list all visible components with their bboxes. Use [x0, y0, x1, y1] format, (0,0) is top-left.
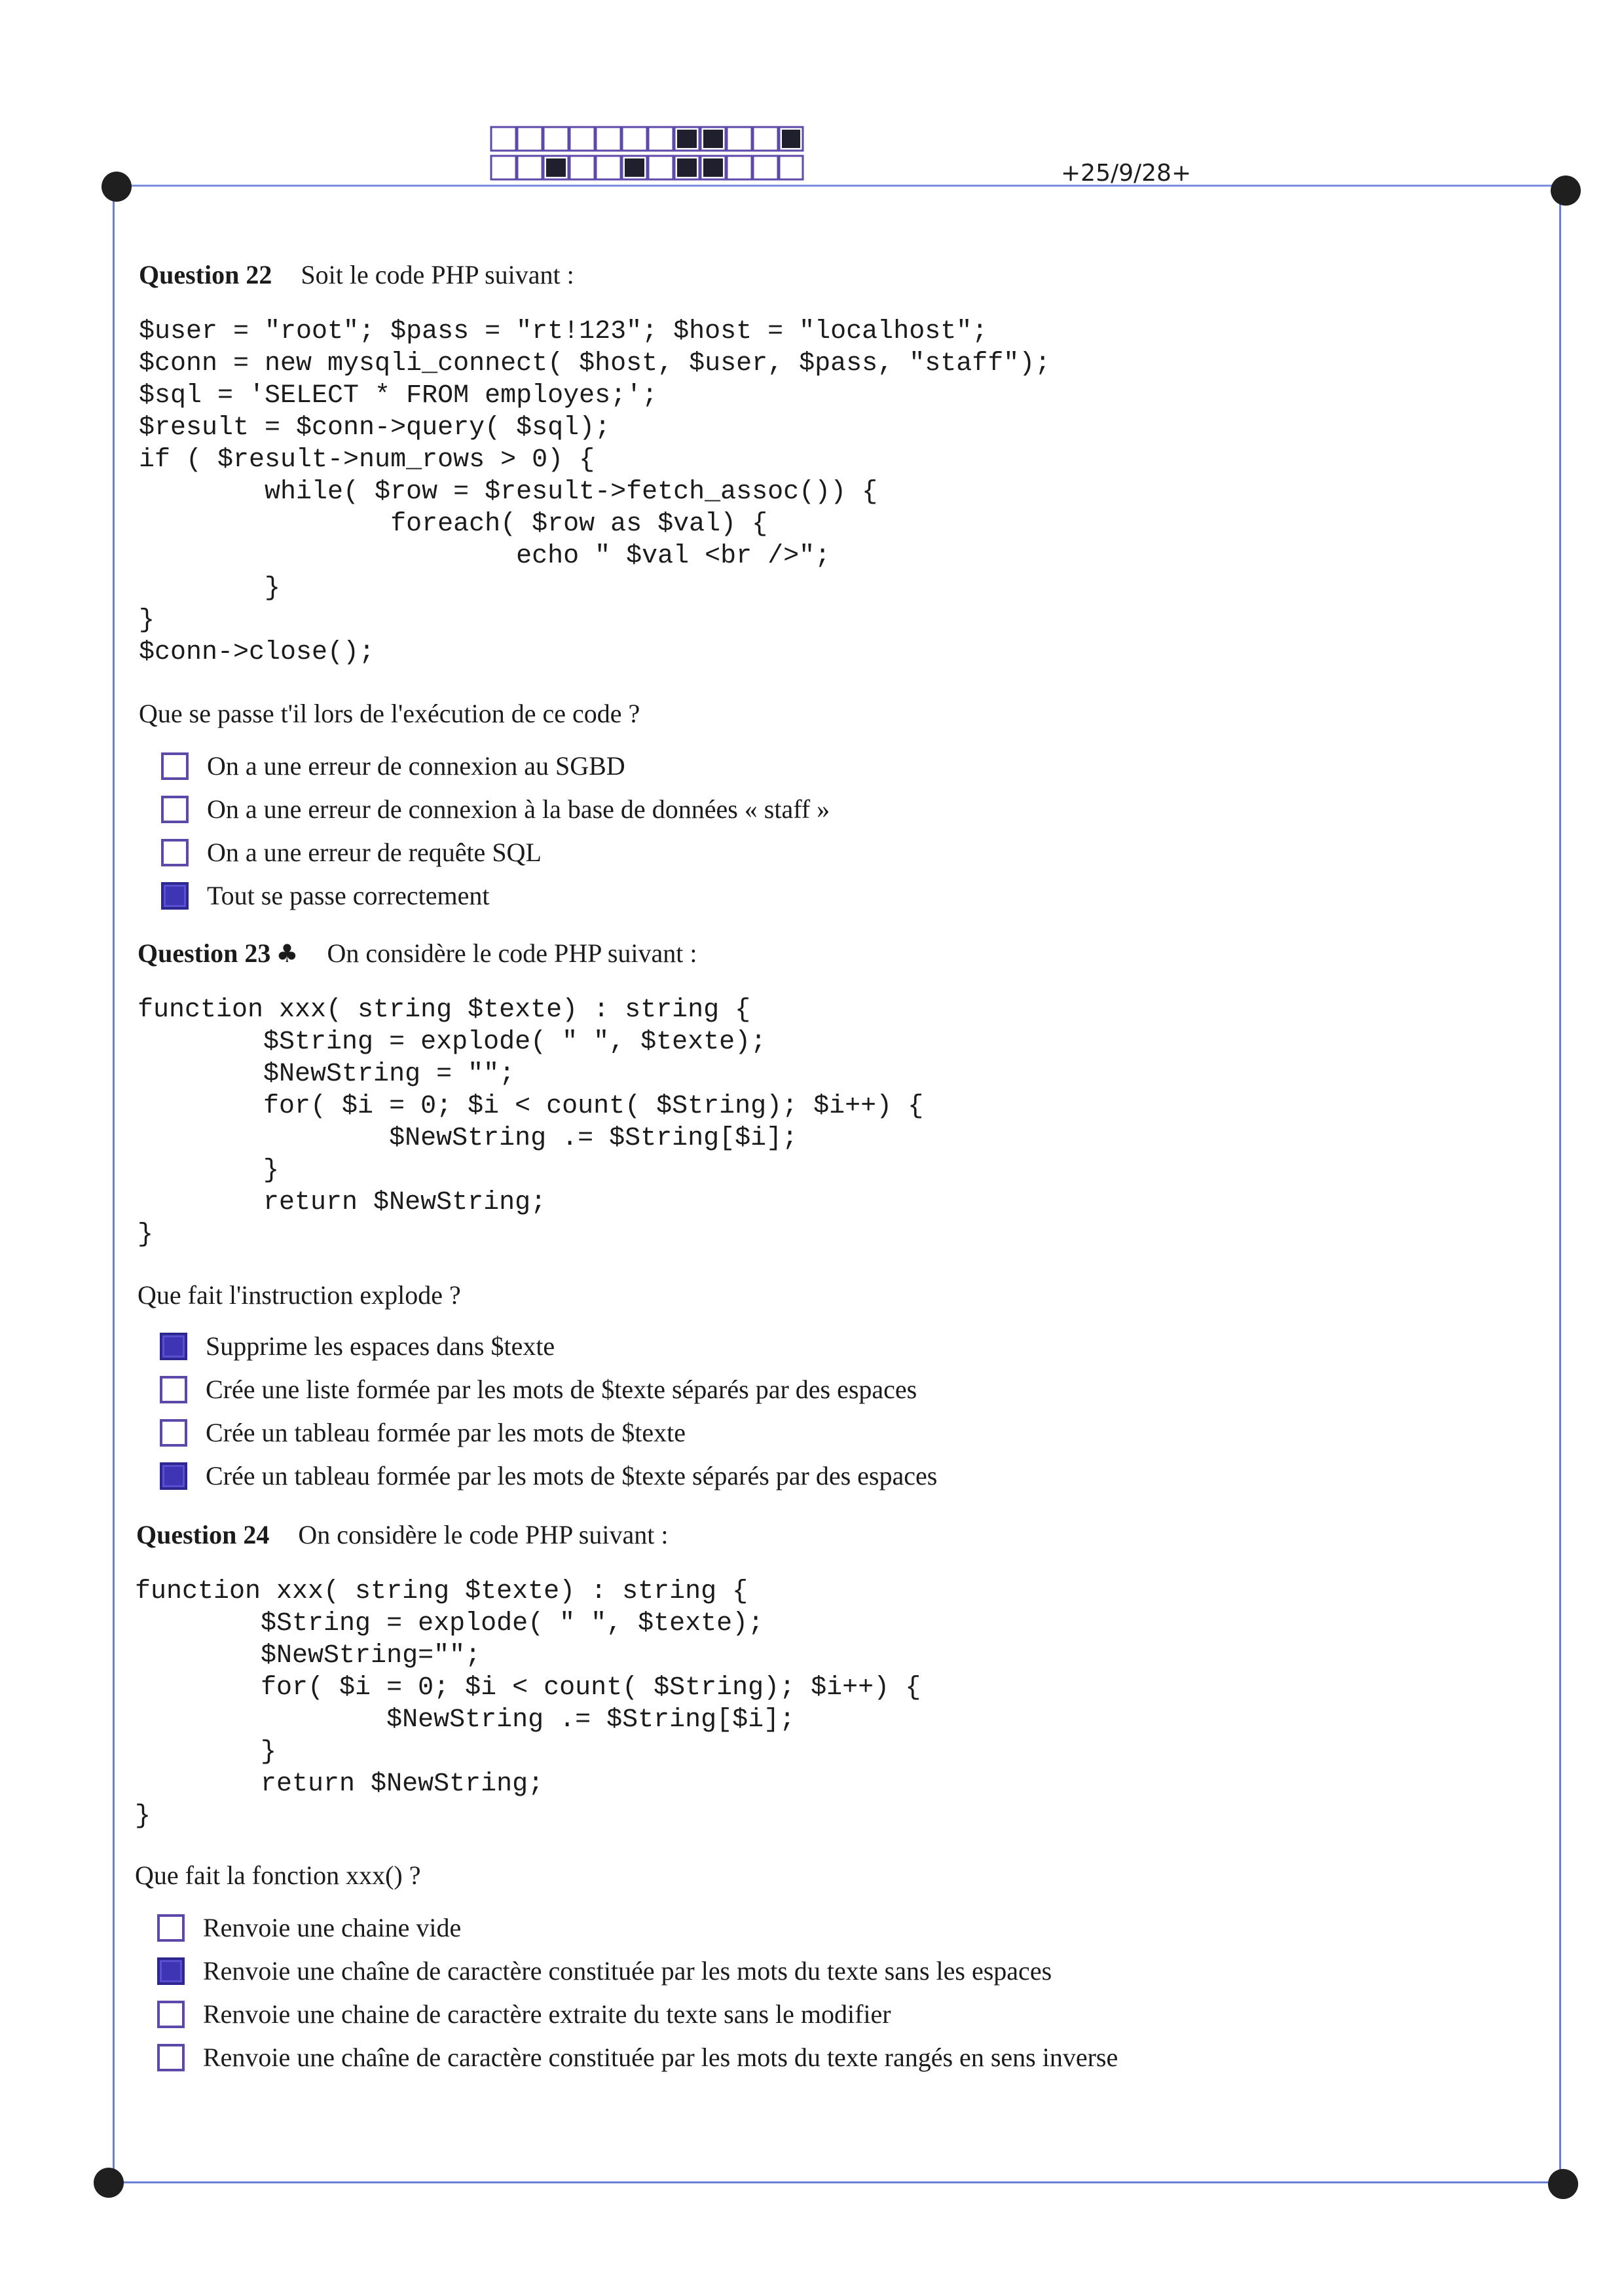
question-heading	[139, 259, 574, 290]
answer-label: Renvoie une chaine vide	[203, 1913, 462, 1942]
code-block: function xxx( string $texte) : string { $String = explode( " ", $texte); $NewString=""; for( $i = 0; $i < count( $String); $i++) { $NewString .= $String[$i]; } return $NewString; }	[135, 1577, 921, 1831]
answer-option[interactable]	[157, 2042, 1118, 2073]
barcode	[490, 126, 804, 182]
answer-label: Crée un tableau formée par les mots de $texte séparés par des espaces	[206, 1461, 938, 1491]
answer-label: Renvoie une chaine de caractère extraite du texte sans le modifier	[203, 1999, 891, 2029]
answer-label: Crée un tableau formée par les mots de $texte	[206, 1418, 686, 1447]
club-icon: ♣	[276, 939, 299, 968]
answer-option[interactable]	[161, 750, 625, 781]
answer-label: Renvoie une chaîne de caractère constituée par les mots du texte sans les espaces	[203, 1956, 1052, 1986]
answer-label: On a une erreur de connexion au SGBD	[207, 751, 625, 781]
question-label: Question 23 ♣	[138, 938, 299, 968]
answer-option[interactable]	[161, 880, 489, 911]
code-block: function xxx( string $texte) : string { $String = explode( " ", $texte); $NewString = ""; for( $i = 0; $i < count( $String); $i++) { $NewString .= $String[$i]; } return $NewString; }	[138, 995, 924, 1250]
sheet-id: +25/9/28+	[1061, 160, 1192, 187]
question-heading	[136, 1519, 668, 1550]
answer-option[interactable]	[161, 837, 542, 868]
answer-checkbox-checked[interactable]	[160, 1462, 187, 1490]
question-prompt: Que fait l'instruction explode ?	[138, 1280, 461, 1310]
answer-checkbox[interactable]	[160, 1376, 187, 1403]
answer-option[interactable]	[160, 1331, 555, 1361]
question-text: Soit le code PHP suivant :	[301, 260, 574, 289]
answer-option[interactable]	[160, 1374, 917, 1405]
question-heading	[138, 938, 697, 969]
answer-checkbox[interactable]	[157, 2001, 185, 2028]
answer-option[interactable]	[161, 794, 830, 824]
answer-checkbox-checked[interactable]	[157, 1957, 185, 1985]
answer-checkbox[interactable]	[157, 1914, 185, 1942]
question-text: On considère le code PHP suivant :	[298, 1520, 669, 1549]
answer-label: Tout se passe correctement	[207, 881, 490, 910]
answer-checkbox-checked[interactable]	[160, 1333, 187, 1360]
registration-mark-top-right	[1551, 176, 1581, 206]
registration-mark-bottom-right	[1548, 2169, 1578, 2199]
question-text: On considère le code PHP suivant :	[327, 938, 697, 968]
question-prompt: Que se passe t'il lors de l'exécution de ce code ?	[139, 699, 640, 728]
registration-mark-bottom-left	[94, 2168, 124, 2198]
answer-checkbox[interactable]	[161, 796, 189, 823]
registration-mark-top-left	[101, 172, 132, 202]
answer-option[interactable]	[160, 1417, 686, 1448]
question-label: Question 24	[136, 1520, 270, 1549]
question-label: Question 22	[139, 260, 272, 289]
answer-checkbox-checked[interactable]	[161, 882, 189, 910]
answer-option[interactable]	[160, 1460, 937, 1491]
answer-option[interactable]	[157, 1955, 1052, 1986]
answer-label: On a une erreur de requête SQL	[207, 838, 542, 867]
answer-label: Supprime les espaces dans $texte	[206, 1331, 555, 1361]
answer-option[interactable]	[157, 1912, 461, 1943]
answer-label: Crée une liste formée par les mots de $texte séparés par des espaces	[206, 1375, 917, 1404]
answer-label: Renvoie une chaîne de caractère constituée par les mots du texte rangés en sens inverse	[203, 2043, 1118, 2072]
answer-checkbox[interactable]	[157, 2044, 185, 2071]
answer-label: On a une erreur de connexion à la base de données « staff »	[207, 794, 830, 824]
answer-option[interactable]	[157, 1999, 891, 2029]
answer-checkbox[interactable]	[160, 1419, 187, 1447]
code-block: $user = "root"; $pass = "rt!123"; $host = "localhost"; $conn = new mysqli_connect( $host, $user, $pass, "staff"); $sql = 'SELECT * FROM employes;'; $result = $conn->query( $sql); if ( $result->num_rows > 0) { while( $row = $result->fetch_assoc()) { foreach( $row as $val) { echo " $val <br />"; } } $conn->close();	[139, 317, 1051, 667]
answer-checkbox[interactable]	[161, 752, 189, 780]
answer-checkbox[interactable]	[161, 839, 189, 866]
question-prompt: Que fait la fonction xxx() ?	[135, 1861, 421, 1890]
